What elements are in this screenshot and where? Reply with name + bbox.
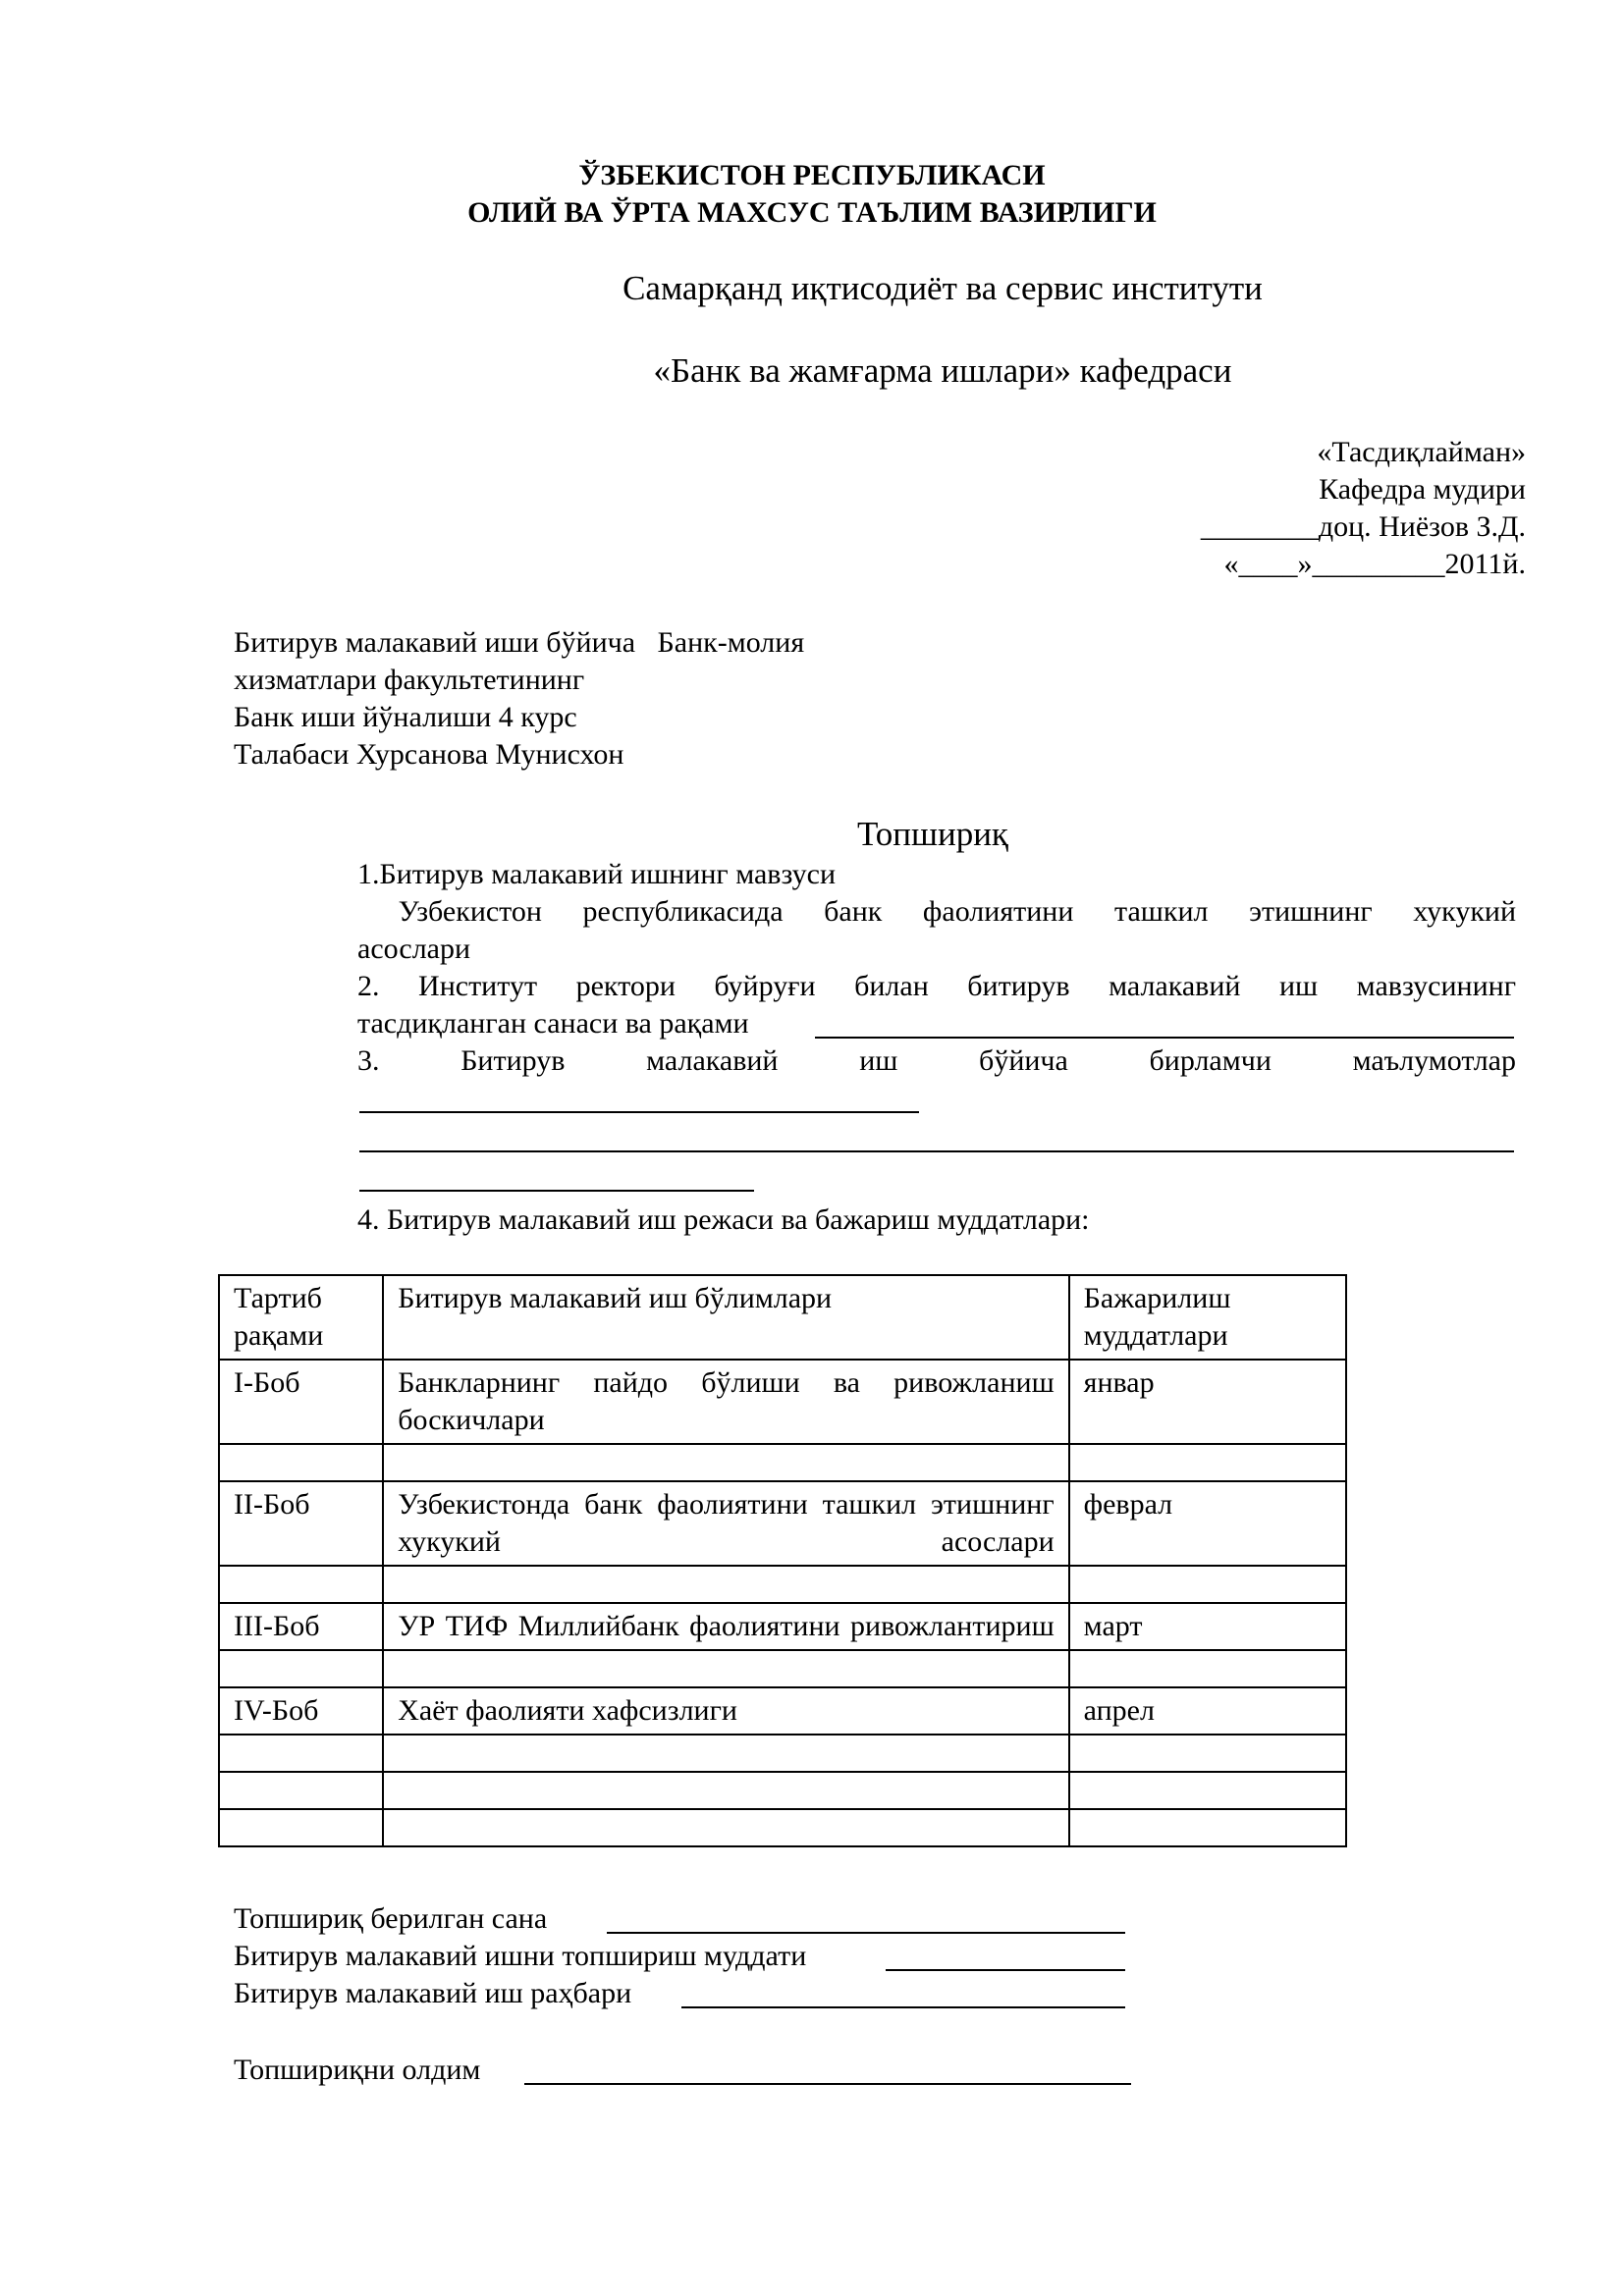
row-title: УР ТИФ Миллийбанк фаолиятини ривожлантириш [398, 1610, 1055, 1642]
student-line-4: Талабаси Хурсанова Мунисхон [234, 738, 624, 771]
item2-line-a: 2. Институт ректори буйруғи билан битирув малакавий иш мавзусининг [357, 970, 1516, 1002]
row-due [1069, 1735, 1346, 1772]
row-title [383, 1809, 1068, 1846]
row-due: январ [1069, 1360, 1346, 1444]
row-due [1069, 1444, 1346, 1481]
approval-title: «Тасдиқлайман» [1317, 436, 1526, 468]
row-title: Хаёт фаолияти хафсизлиги [398, 1694, 737, 1727]
supervisor-label: Битирув малакавий иш раҳбари [234, 1977, 632, 2009]
row-number [219, 1809, 383, 1846]
item3-line-a: 3. Битирув малакавий иш бўйича бирламчи маълумотлар [357, 1044, 1516, 1077]
row-number [219, 1735, 383, 1772]
student-line-1: Битирув малакавий иши бўйича Банк-молия [234, 626, 805, 659]
institute-name: Самарқанд иқтисодиёт ва сервис институти [623, 269, 1263, 307]
row-title [383, 1566, 1068, 1603]
task-title: Топшириқ [857, 815, 1008, 853]
approval-position: Кафедра мудири [1319, 473, 1526, 506]
header-deadlines: Бажарилиш муддатлари [1069, 1275, 1346, 1360]
header-sections: Битирув малакавий иш бўлимлари [383, 1275, 1068, 1360]
row-title: Узбекистонда банк фаолиятини ташкил этишнинг хукукий асослари [398, 1488, 1055, 1558]
row-due: апрел [1069, 1687, 1346, 1735]
header-number: Тартиб рақами [219, 1275, 383, 1360]
row-number [219, 1772, 383, 1809]
table-row [219, 1603, 1346, 1650]
table-row [219, 1735, 1346, 1772]
row-title [383, 1735, 1068, 1772]
row-number [219, 1566, 383, 1603]
table-header-row [219, 1275, 1346, 1360]
table-row [219, 1444, 1346, 1481]
student-line-3: Банк иши йўналиши 4 курс [234, 701, 577, 733]
department-name: «Банк ва жамғарма ишлари» кафедраси [653, 351, 1232, 390]
row-due: феврал [1069, 1481, 1346, 1566]
given-date-label: Топшириқ берилган сана [234, 1902, 548, 1935]
plan-table [218, 1274, 1347, 1847]
row-due: март [1069, 1603, 1346, 1650]
item3-blank-line-2 [359, 1150, 1514, 1152]
row-title [383, 1650, 1068, 1687]
row-number: IV-Боб [219, 1687, 383, 1735]
item1-label: 1.Битирув малакавий ишнинг мавзуси [357, 858, 837, 890]
row-number [219, 1444, 383, 1481]
row-due [1069, 1650, 1346, 1687]
row-number: III-Боб [219, 1603, 383, 1650]
row-title: Банкларнинг пайдо бўлиши ва ривожланиш боскичлари [398, 1366, 1055, 1436]
ministry-line-2: ОЛИЙ ВА ЎРТА МАХСУС ТАЪЛИМ ВАЗИРЛИГИ [467, 196, 1157, 229]
item3-blank-line-3 [359, 1190, 754, 1192]
approval-date: «____»_________2011й. [1223, 548, 1526, 580]
item2-line-b: тасдиқланган санаси ва рақами [357, 1007, 749, 1040]
row-number: II-Боб [219, 1481, 383, 1566]
table-row [219, 1687, 1346, 1735]
item1-topic-line-a: Узбекистон республикасида банк фаолиятини ташкил этишнинг хукукий [357, 895, 1516, 928]
row-title [383, 1444, 1068, 1481]
row-title [383, 1772, 1068, 1809]
row-number [219, 1650, 383, 1687]
table-row [219, 1809, 1346, 1846]
given-date-line [607, 1932, 1125, 1934]
received-label: Топшириқни олдим [234, 2054, 481, 2086]
table-row [219, 1650, 1346, 1687]
table-row [219, 1360, 1346, 1444]
deadline-line [886, 1969, 1125, 1971]
supervisor-line [681, 2006, 1125, 2008]
item4-label: 4. Битирув малакавий иш режаси ва бажариш муддатлари: [357, 1203, 1090, 1236]
item1-topic-line-b: асослари [357, 933, 471, 965]
row-due [1069, 1772, 1346, 1809]
table-row [219, 1772, 1346, 1809]
table-row [219, 1566, 1346, 1603]
table-row [219, 1481, 1346, 1566]
ministry-line-1: ЎЗБЕКИСТОН РЕСПУБЛИКАСИ [578, 159, 1046, 191]
student-line-2: хизматлари факультетининг [234, 664, 585, 696]
deadline-label: Битирув малакавий ишни топшириш муддати [234, 1940, 807, 1972]
item3-blank-line-1 [359, 1111, 919, 1113]
row-due [1069, 1809, 1346, 1846]
received-line [524, 2083, 1131, 2085]
row-due [1069, 1566, 1346, 1603]
item2-blank-line [815, 1037, 1514, 1039]
row-number: I-Боб [219, 1360, 383, 1444]
approval-signature: ________доц. Ниёзов З.Д. [1200, 510, 1526, 543]
